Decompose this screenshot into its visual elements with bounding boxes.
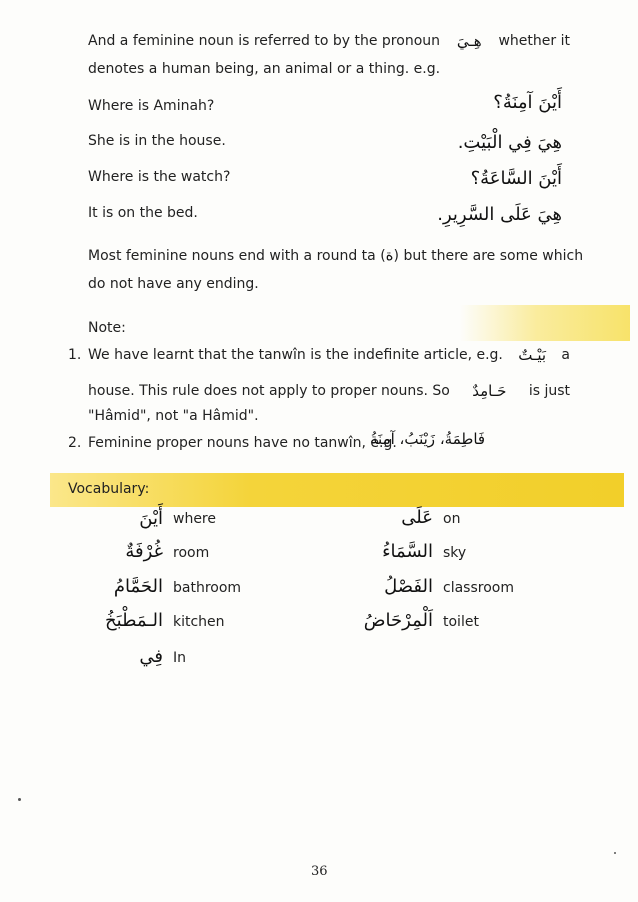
- note-2-text: Feminine proper nouns have no tanwîn, e.g.: [88, 435, 397, 451]
- vocab-left-english-1: where: [173, 511, 216, 527]
- example-arabic-2: هِيَ فِي الْبَيْتِ.: [457, 132, 562, 153]
- note-2-number: 2.: [68, 435, 82, 451]
- vocab-left-arabic-3: الحَمَّامُ: [113, 576, 163, 597]
- intro-line-1: [88, 31, 570, 51]
- example-english-1: Where is Aminah?: [88, 98, 215, 114]
- note-1-line-1: [88, 345, 570, 365]
- note-1-line-2-pre: house. This rule does not apply to proper nouns. So: [88, 383, 450, 399]
- vocab-right-arabic-3: الفَصْلُ: [384, 576, 433, 597]
- note-1-line-2: [88, 381, 570, 401]
- vocab-left-english-4: kitchen: [173, 614, 225, 630]
- note-highlight: [460, 305, 630, 341]
- vocab-left-arabic-2: غُرْفَةٌ: [125, 541, 163, 562]
- note-1-line-1-pre: We have learnt that the tanwîn is the indefinite article, e.g.: [88, 347, 503, 363]
- round-ta-pre: Most feminine nouns end with a round ta (: [88, 248, 386, 264]
- page-number: 36: [311, 864, 328, 879]
- vocab-left-arabic-1: أَيْنَ: [139, 508, 163, 529]
- note-1-line-1-post: a: [561, 347, 570, 363]
- example-english-4: It is on the bed.: [88, 205, 198, 221]
- note-1-line-3: "Hâmid", not "a Hâmid".: [88, 408, 259, 424]
- vocab-left-arabic-4: الـمَطْبَخُ: [105, 610, 163, 631]
- scan-speck-left: [18, 798, 21, 801]
- vocab-left-english-5: In: [173, 650, 187, 666]
- vocab-right-english-2: sky: [443, 545, 467, 561]
- pronoun-arabic: هِـيَ: [456, 32, 482, 50]
- vocab-right-arabic-2: السَّمَاءُ: [382, 541, 433, 562]
- vocab-right-english-4: toilet: [443, 614, 479, 630]
- note-1-number: 1.: [68, 347, 82, 363]
- vocab-left-arabic-5: فِي: [139, 646, 163, 667]
- vocab-right-arabic-4: اَلْمِرْحَاضُ: [363, 610, 433, 631]
- round-ta-symbol: ة: [385, 246, 394, 264]
- note-heading: Note:: [88, 320, 126, 336]
- vocab-left-english-2: room: [173, 545, 210, 561]
- intro-line-1-post: whether it: [498, 33, 570, 49]
- example-english-3: Where is the watch?: [88, 169, 231, 185]
- vocab-right-arabic-1: عَلَى: [401, 507, 433, 528]
- round-ta-line-2: do not have any ending.: [88, 276, 259, 292]
- vocab-right-english-3: classroom: [443, 580, 514, 596]
- example-arabic-3: أَيْنَ السَّاعَةُ؟: [470, 168, 562, 189]
- vocab-left-english-3: bathroom: [173, 580, 242, 596]
- word-bayt-arabic: بَيْـتٌ: [518, 346, 547, 364]
- intro-line-1-pre: And a feminine noun is referred to by the pronoun: [88, 33, 441, 49]
- name-hamid-arabic: حَـامِدٌ: [472, 382, 507, 400]
- note-1-line-2-post: is just: [528, 383, 570, 399]
- vocabulary-heading: Vocabulary:: [68, 481, 150, 497]
- example-english-2: She is in the house.: [88, 133, 226, 149]
- example-arabic-1: أَيْنَ آمِنَةُ؟: [493, 92, 562, 113]
- round-ta-line-1: [88, 245, 583, 266]
- scan-speck-right: [614, 852, 616, 854]
- intro-line-2: denotes a human being, an animal or a thing. e.g.: [88, 61, 441, 77]
- example-arabic-4: هِيَ عَلَى السَّرِيرِ.: [437, 204, 562, 225]
- feminine-names-arabic: فَاطِمَةُ، زَيْنَبُ، آمِنَةُ: [370, 430, 486, 448]
- vocab-right-english-1: on: [443, 511, 461, 527]
- round-ta-post: ) but there are some which: [393, 248, 584, 264]
